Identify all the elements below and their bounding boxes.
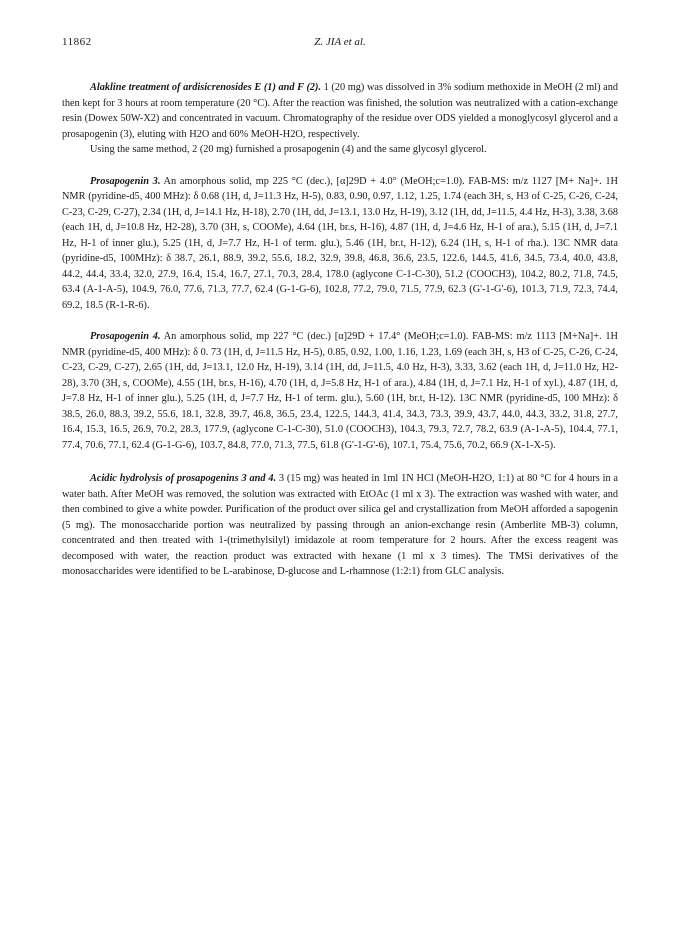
paragraph-text: An amorphous solid, mp 225 °C (dec.), [α]29D + 4.0° (MeOH;c=1.0). FAB-MS: m/z 1127 [M+ Na]+. 1H NMR (pyridine-d5, 400 MHz): δ 0.68 (1H, d, J=11.3 Hz, H-5), 0.83, 0.90, 0.97, 1.12, 1.25, 1.74 (each 3H, s, H3 of C-25, C-26, C-24, C-23, C-29, C-27), 2.34 (1H, d, J=14.1 Hz, H-18), 2.70 (1H, dd, J=13.1, 13.0 Hz, H-19), 3.12 (1H, dd, J=11.5, 4.4 Hz, H-3), 3.38, 3.68 (each 1H, d, J=10.8 Hz, H2-28), 3.70 (3H, s, COOMe), 4.64 (1H, br.s, H-16), 4.87 (1H, d, J=4.6 Hz, H-1 of ara.), 5.15 (1H, d, J=7.1 Hz, H-1 of inner glu.), 5.25 (1H, d, J=7.7 Hz, H-1 of term. glu.), 5.46 (1H, br.t, H-12), 6.24 (1H, s, H-1 of rha.). 13C NMR data (pyridine-d5, 100MHz): δ 38.7, 26.1, 88.9, 39.2, 55.6, 18.2, 32.9, 39.8, 46.8, 36.6, 23.5, 122.6, 144.5, 41.6, 34.5, 73.4, 40.0, 43.8, 44.2, 44.4, 33.4, 32.0, 27.9, 16.4, 15.4, 16.7, 27.1, 70.3, 28.4, 178.0 (aglycone C-1-C-30), 51.2 (COOCH3), 104.2, 80.2, 71.8, 74.5, 63.4 (A-1-A-5), 104.9, 76.0, 77.6, 71.3, 77.7, 62.4 (G-1-G-6), 102.8, 77.2, 79.0, 71.5, 77.9, 62.3 (G'-1-G'-6), 101.3, 71.9, 72.3, 74.4, 69.2, 18.5 (R-1-R-6). (62, 175, 618, 311)
paragraph-prosapogenin-3 (62, 174, 618, 314)
paragraph-same-method (62, 142, 618, 158)
section-heading: Alakline treatment of ardisicrenosides E (1) and F (2). (90, 82, 322, 93)
running-head: Z. JIA et al. (314, 36, 366, 48)
section-heading: Prosapogenin 4. (90, 331, 161, 342)
paragraph-text: 1 (20 mg) was dissolved in 3% sodium methoxide in MeOH (2 ml) and then kept for 3 hours at room temperature (20 °C). After the reaction was finished, the solution was neutralized with a cation-exchange resin (Dowex 50W-X2) and concentrated in vacuum. Chromatography of the residue over ODS yielded a monoglycosyl glycerol and a prosapogenin (3), eluting with H2O and 60% MeOH-H2O, respectively. (62, 82, 618, 140)
paragraph-acidic-hydrolysis (62, 471, 618, 580)
page-header (62, 36, 618, 52)
paragraph-alkaline-treatment (62, 80, 618, 142)
paragraph-text: 3 (15 mg) was heated in 1ml 1N HCl (MeOH-H2O, 1:1) at 80 °C for 4 hours in a water bath. After MeOH was removed, the solution was extracted with EtOAc (1 ml x 3). The extraction was washed with water, and then combined to give a white powder. Purification of the product over silica gel and crystallization from MeOH afforded a sapogenin (5 mg). The monosaccharide portion was neutralized by passing through an anion-exchange resin (Amberlite MB-3) column, concentrated and then treated with 1-(trimethylsilyl) imidazole at room temperature for 2 hours. After the excess reagent was decomposed with water, the reaction product was extracted with hexane (1 ml x 3 times). The TMSi derivatives of the monosaccharides were identified to be L-arabinose, D-glucose and L-rhamnose (1:2:1) from GLC analysis. (62, 473, 618, 577)
page-number: 11862 (62, 36, 92, 48)
section-heading: Prosapogenin 3. (90, 175, 161, 187)
paragraph-text: Using the same method, 2 (20 mg) furnished a prosapogenin (4) and the same glycosyl glycerol. (90, 144, 487, 155)
section-heading: Acidic hydrolysis of prosapogenins 3 and 4. (90, 473, 277, 484)
paragraph-text: An amorphous solid, mp 227 °C (dec.) [α]29D + 17.4° (MeOH;c=1.0). FAB-MS: m/z 1113 [M+Na]+. 1H NMR (pyridine-d5, 400 MHz): δ 0. 73 (1H, d, J=11.5 Hz, H-5), 0.85, 0.92, 1.00, 1.16, 1.23, 1.69 (each 3H, s, H3 of C-25, C-26, C-24, C-23, C-29, C-27), 2.65 (1H, dd, J=13.1, 12.0 Hz, H-19), 3.14 (1H, dd, J=11.5, 4.0 Hz, H-3), 3.33, 3.62 (each 1H, d, J=11.0 Hz, H2-28), 3.70 (3H, s, COOMe), 4.55 (1H, br.s, H-16), 4.70 (1H, d, J=5.8 Hz, H-1 of ara.), 4.84 (1H, d, J=7.1 Hz, H-1 of xyl.), 4.87 (1H, d, J=7.8 Hz, H-1 of inner glu.), 5.25 (1H, d, J=7.7 Hz, H-1 of term. glu.), 5.60 (1H, br.t, H-12). 13C NMR (pyridine-d5, 100 MHz): δ 38.5, 26.0, 88.3, 39.2, 55.6, 18.1, 32.8, 39.7, 46.8, 36.5, 23.4, 122.5, 144.3, 41.4, 34.3, 73.3, 39.9, 43.7, 44.0, 44.3, 33.2, 31.8, 27.7, 16.4, 15.3, 16.5, 26.9, 70.2, 28.3, 177.9, (aglycone C-1-C-30), 51.0 (COOCH3), 104.3, 79.3, 72.7, 78.2, 63.9 (A-1-A-5), 104.4, 77.1, 77.4, 70.6, 77.1, 62.4 (G-1-G-6), 103.7, 84.8, 77.0, 71.3, 77.5, 61.8 (G'-1-G'-6), 107.1, 75.4, 75.6, 70.2, 66.9 (X-1-X-5). (62, 331, 618, 451)
article-body (62, 80, 618, 580)
paragraph-prosapogenin-4 (62, 329, 618, 453)
